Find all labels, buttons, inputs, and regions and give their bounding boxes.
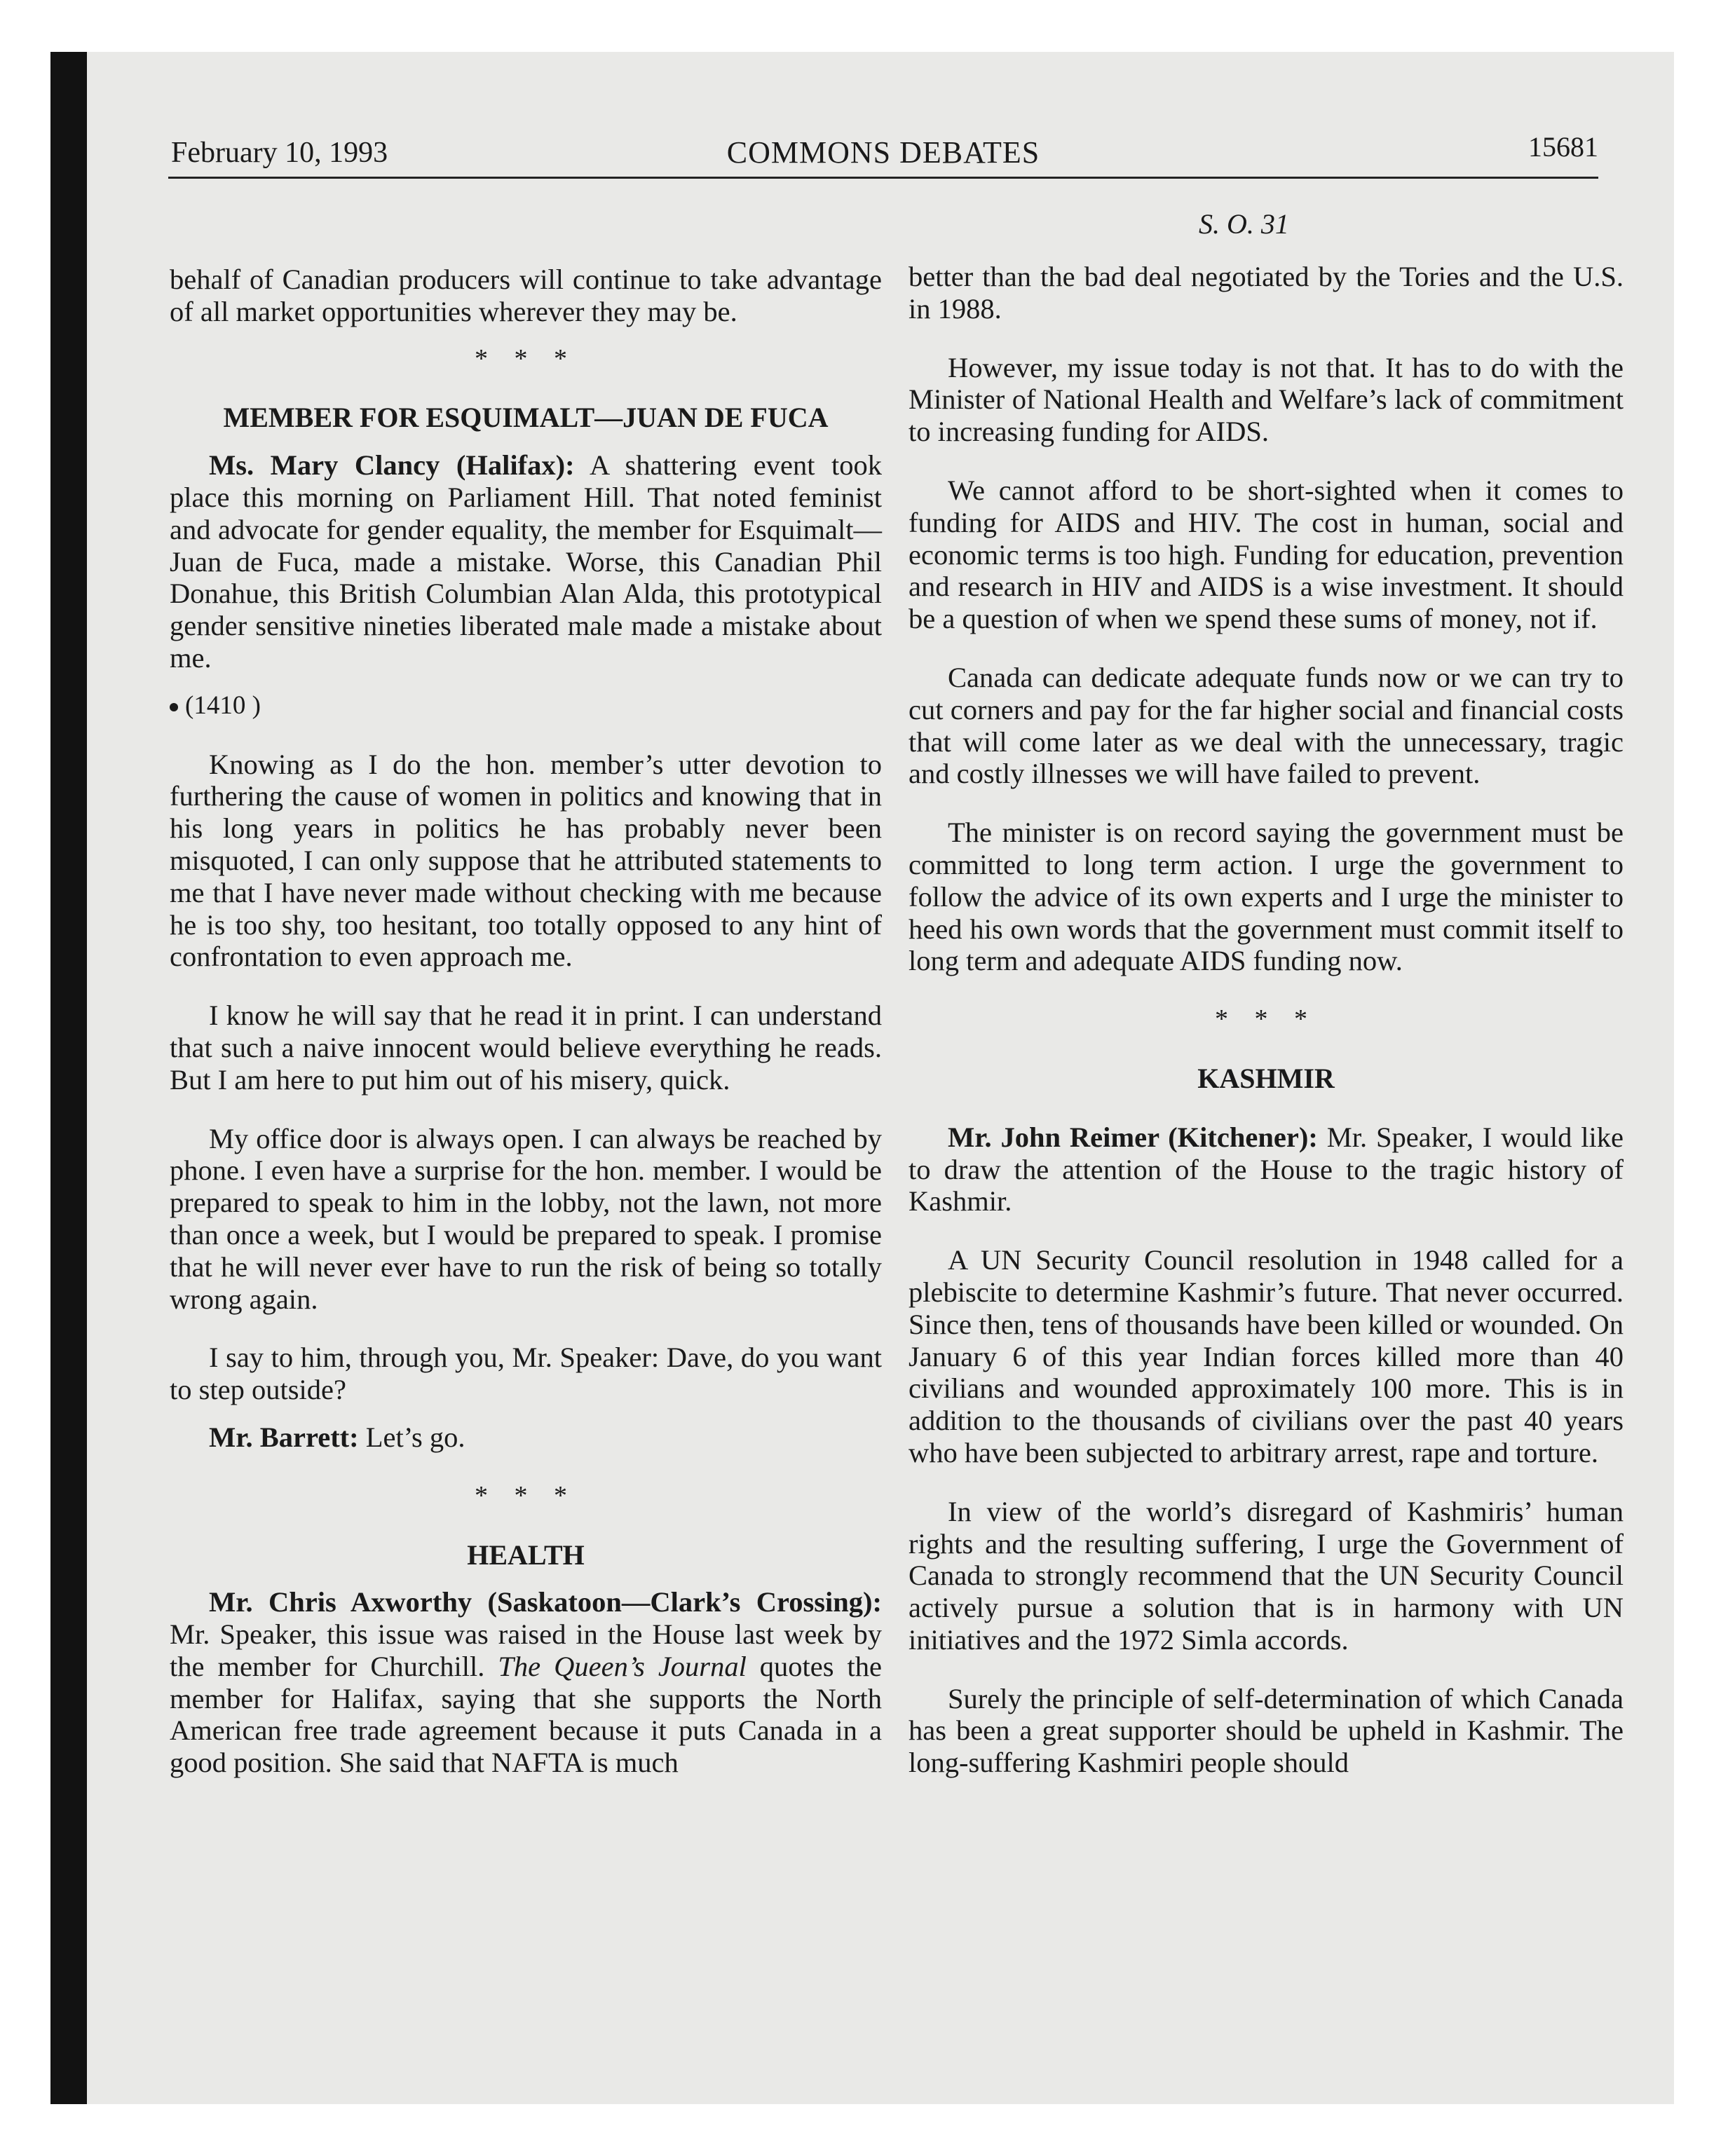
- speaker-name: Ms. Mary Clancy (Halifax):: [209, 449, 575, 482]
- paragraph: Mr. Chris Axworthy (Saskatoon—Clark’s Crossing): Mr. Speaker, this issue was raised in the House last week by the member for Churchill. The Queen’s Journal quotes the member for Halifax, saying that she supports the North American free trade agreement because it puts Canada in a good position. She said that NAFTA is much: [170, 1586, 882, 1779]
- paragraph: Mr. Barrett: Let’s go.: [209, 1421, 465, 1453]
- scan-edge: [50, 52, 87, 2104]
- paragraph: I say to him, through you, Mr. Speaker: Dave, do you want to step outside?: [170, 1342, 882, 1406]
- header-date: February 10, 1993: [171, 137, 388, 169]
- section-heading: HEALTH: [467, 1538, 585, 1571]
- section-separator: * * *: [475, 1480, 577, 1510]
- section-heading: KASHMIR: [1197, 1062, 1335, 1094]
- publication-title: The Queen’s Journal: [498, 1650, 747, 1682]
- paragraph: Canada can dedicate adequate funds now or we can try to cut corners and pay for the far higher social and financial costs that will come later as we deal with the unnecessary, tragic and costly illnesses we will have failed to prevent.: [909, 661, 1624, 790]
- paragraph: In view of the world’s disregard of Kashmiris’ human rights and the resulting suffering, I urge the Government of Canada to strongly recommend that the UN Security Council actively pursue a solution that is in harmony with UN initiatives and the 1972 Simla accords.: [909, 1495, 1624, 1656]
- paragraph: behalf of Canadian producers will continue to take advantage of all market opportunities wherever they may be.: [170, 264, 882, 327]
- section-label: S. O. 31: [1199, 208, 1289, 240]
- paragraph: However, my issue today is not that. It has to do with the Minister of National Health and Welfare’s lack of commitment to increasing funding for AIDS.: [909, 351, 1624, 448]
- section-separator: * * *: [475, 343, 577, 374]
- speaker-name: Mr. Chris Axworthy (Saskatoon—Clark’s Crossing):: [209, 1586, 882, 1618]
- speaker-name: Mr. John Reimer (Kitchener):: [948, 1121, 1318, 1153]
- paragraph: The minister is on record saying the government must be committed to long term action. I urge the government to follow the advice of its own experts and I urge the minister to heed his own words that the government must commit itself to long term and adequate AIDS funding now.: [909, 817, 1624, 977]
- section-heading: MEMBER FOR ESQUIMALT—JUAN DE FUCA: [223, 402, 829, 434]
- paragraph: Ms. Mary Clancy (Halifax): A shattering event took place this morning on Parliament Hill. That noted feminist and advocate for gender equality, the member for Esquimalt—Juan de Fuca, made a mistake. Worse, this Canadian Phil Donahue, this British Columbian Alan Alda, this prototypical gender sensitive nineties liberated male made a mistake about me.: [170, 449, 882, 674]
- header-title: COMMONS DEBATES: [726, 135, 1040, 170]
- paragraph: I know he will say that he read it in print. I can understand that such a naive innocent would believe everything he reads. But I am here to put him out of his misery, quick.: [170, 999, 882, 1096]
- right-column: [909, 261, 1624, 1779]
- paragraph: A UN Security Council resolution in 1948 called for a plebiscite to determine Kashmir’s future. That never occurred. Since then, tens of thousands have been killed or wounded. On January 6 of this year Indian forces killed more than 40 civilians and wounded approximately 100 more. This is in addition to the thousands of civilians over the past 40 years who have been subjected to arbitrary arrest, rape and torture.: [909, 1244, 1624, 1468]
- bullet-icon: [170, 703, 178, 711]
- time-marker: (1410 ): [170, 690, 882, 722]
- speaker-name: Mr. Barrett:: [209, 1421, 359, 1453]
- paragraph: better than the bad deal negotiated by the Tories and the U.S. in 1988.: [909, 261, 1624, 325]
- paragraph: Mr. John Reimer (Kitchener): Mr. Speaker, I would like to draw the attention of the House to the tragic history of Kashmir.: [909, 1121, 1624, 1217]
- paragraph: My office door is always open. I can always be reached by phone. I even have a surprise for the hon. member. I would be prepared to speak to him in the lobby, not the lawn, not more than once a week, but I would be prepared to speak. I promise that he will never ever have to run the risk of being so totally wrong again.: [170, 1122, 882, 1315]
- left-column: [170, 264, 882, 1779]
- paragraph: Surely the principle of self-determination of which Canada has been a great supporter should be upheld in Kashmir. The long-suffering Kashmiri people should: [909, 1682, 1624, 1779]
- paragraph: We cannot afford to be short-sighted when it comes to funding for AIDS and HIV. The cost in human, social and economic terms is too high. Funding for education, prevention and research in HIV and AIDS is a wise investment. It should be a question of when we spend these sums of money, not if.: [909, 474, 1624, 635]
- paragraph: Knowing as I do the hon. member’s utter devotion to furthering the cause of women in politics and knowing that in his long years in politics he has probably never been misquoted, I can only suppose that he attributed statements to me that I have never made without checking with me because he is too shy, too hesitant, too totally opposed to any hint of confrontation to even approach me.: [170, 748, 882, 973]
- page-header: [168, 130, 1598, 179]
- page-number: 15681: [1528, 131, 1598, 163]
- section-separator: * * *: [1215, 1004, 1317, 1035]
